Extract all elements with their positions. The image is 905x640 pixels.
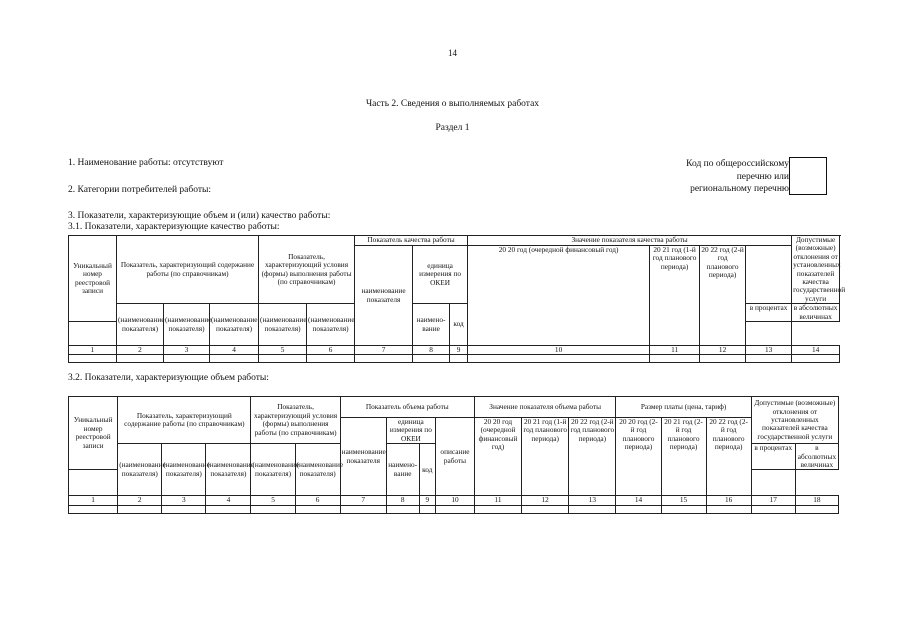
t1-cell[interactable] <box>413 355 450 363</box>
t2-value-header: Значение показателя объема работы <box>474 397 615 418</box>
t1-col-num: 7 <box>355 346 413 355</box>
t2-unit-code: код <box>419 444 435 496</box>
t2-percent: в процентах <box>751 444 795 470</box>
t1-col-num: 6 <box>307 346 355 355</box>
t2-unique-header: Уникальный номер реестровой записи <box>69 397 118 470</box>
t2-col-num: 6 <box>295 496 340 505</box>
t2-col-num: 16 <box>706 496 751 505</box>
t2-col-num: 13 <box>569 496 616 505</box>
code-box[interactable] <box>789 157 827 195</box>
t1-value-header: Значение показателя качества работы <box>468 236 792 246</box>
t1-percent: в процентах <box>746 304 792 322</box>
t1-col-num: 1 <box>69 346 117 355</box>
t1-unique-header: Уникальный номер реестровой записи <box>69 236 117 322</box>
t1-col-num: 8 <box>413 346 450 355</box>
t2-cell[interactable] <box>474 505 521 513</box>
t2-absolute: в абсолютных величинах <box>795 444 838 470</box>
t2-col-num: 11 <box>474 496 521 505</box>
t1-col-num: 3 <box>164 346 210 355</box>
t1-cell[interactable] <box>164 355 210 363</box>
t2-unit-name: наимено-вание <box>386 444 419 496</box>
t2-col-num: 1 <box>69 496 118 505</box>
t1-empty-row <box>69 355 840 363</box>
t2-cell[interactable] <box>751 505 795 513</box>
code-label-1: Код по общероссийскому <box>686 159 789 169</box>
t1-unit-code: код <box>450 304 468 346</box>
page-number: 14 <box>448 48 457 58</box>
t1-sub-3: (наименование показателя) <box>210 304 259 346</box>
t1-col-num: 4 <box>210 346 259 355</box>
t2-cell[interactable] <box>162 505 206 513</box>
t2-description: описание работы <box>435 418 474 496</box>
t1-cell[interactable] <box>450 355 468 363</box>
t1-cell[interactable] <box>117 355 164 363</box>
t1-col-num: 2 <box>117 346 164 355</box>
t2-year1: 20 20 год (очередной финансовый год) <box>474 418 521 496</box>
t2-col-num: 15 <box>661 496 706 505</box>
code-label-2: перечню или <box>736 171 789 182</box>
t1-unit-header: единица измерения по ОКЕИ <box>413 246 468 304</box>
t1-sub-2: (наименование показателя) <box>164 304 210 346</box>
t2-col-num: 10 <box>435 496 474 505</box>
t1-cell[interactable] <box>69 355 117 363</box>
t2-cell[interactable] <box>419 505 435 513</box>
t1-cell[interactable] <box>700 355 746 363</box>
t2-cell[interactable] <box>706 505 751 513</box>
t2-volume-header: Показатель объема работы <box>340 397 474 418</box>
t2-cell[interactable] <box>522 505 569 513</box>
t2-year3: 20 22 год (2-й год планового периода) <box>569 418 616 496</box>
t1-content-header: Показатель, характеризующий содержание работы (по справочникам) <box>117 236 259 304</box>
t1-conditions-header: Показатель, характеризующий условия (формы) выполнения работы (по справочникам) <box>259 236 355 304</box>
t2-number-row <box>69 496 839 505</box>
t1-absolute: в абсолютных величинах <box>792 304 840 322</box>
t2-sub-3: (наименование показателя) <box>206 444 251 496</box>
t1-indicator-name: наименование показателя <box>355 246 413 346</box>
t2-cell[interactable] <box>118 505 162 513</box>
t2-fee-year2: 20 21 год (2-й год планового периода) <box>661 418 706 496</box>
work-name-line: 1. Наименование работы: отсутствуют <box>68 158 224 168</box>
t1-col-num: 10 <box>468 346 650 355</box>
t1-year2: 20 21 год (1-й год планового периода) <box>650 246 700 346</box>
t2-fee-header: Размер платы (цена, тариф) <box>616 397 751 418</box>
t2-cell[interactable] <box>295 505 340 513</box>
t2-col-num: 2 <box>118 496 162 505</box>
t1-cell[interactable] <box>259 355 307 363</box>
t1-cell[interactable] <box>650 355 700 363</box>
t1-year3: 20 22 год (2-й год планового периода) <box>700 246 746 346</box>
t1-cell[interactable] <box>355 355 413 363</box>
part-title: Часть 2. Сведения о выполняемых работах <box>365 99 540 109</box>
t2-cell[interactable] <box>795 505 838 513</box>
t1-col-num: 5 <box>259 346 307 355</box>
indicators-line: 3. Показатели, характеризующие объем и (или) качество работы: <box>68 211 331 221</box>
t2-col-num: 14 <box>616 496 661 505</box>
t2-year2: 20 21 год (1-й год планового периода) <box>522 418 569 496</box>
consumers-line: 2. Категории потребителей работы: <box>68 185 211 195</box>
t2-content-header: Показатель, характеризующий содержание работы (по справочникам) <box>118 397 251 444</box>
t2-conditions-header: Показатель, характеризующий условия (формы) выполнения работы (по справочникам) <box>251 397 340 444</box>
volume-indicators-line: 3.2. Показатели, характеризующие объем работы: <box>68 373 269 383</box>
t2-col-num: 17 <box>751 496 795 505</box>
t2-unit-header: единица измерения по ОКЕИ <box>386 418 435 444</box>
t1-number-row <box>69 346 840 355</box>
t2-cell[interactable] <box>206 505 251 513</box>
t2-cell[interactable] <box>569 505 616 513</box>
quality-indicators-line: 3.1. Показатели, характеризующие качество работы: <box>68 222 280 232</box>
t2-sub-2: (наименование показателя) <box>162 444 206 496</box>
t2-col-num: 12 <box>522 496 569 505</box>
t2-cell[interactable] <box>435 505 474 513</box>
t1-sub-4: (наименование показателя) <box>259 304 307 346</box>
t2-sub-1: (наименование показателя) <box>118 444 162 496</box>
code-label-3: региональному перечню <box>690 184 789 194</box>
t2-indicator-name: наименование показателя <box>340 418 386 496</box>
t1-cell[interactable] <box>210 355 259 363</box>
t2-sub-4: (наименование показателя) <box>251 444 295 496</box>
t1-col-num: 14 <box>792 346 840 355</box>
t2-cell[interactable] <box>661 505 706 513</box>
t1-cell[interactable] <box>746 355 792 363</box>
t2-fee-year1: 20 20 год (2-й год планового периода) <box>616 418 661 496</box>
t2-col-num: 8 <box>386 496 419 505</box>
t1-cell[interactable] <box>468 355 650 363</box>
t2-cell[interactable] <box>340 505 386 513</box>
t1-unit-name: наимено-вание <box>413 304 450 346</box>
t2-deviation-header: Допустимые (возможные) отклонения от установленных показателей качества государственной услуги <box>751 397 838 444</box>
t1-sub-1: (наименование показателя) <box>117 304 164 346</box>
t2-fee-year3: 20 22 год (2-й год планового периода) <box>706 418 751 496</box>
t1-cell[interactable] <box>792 355 840 363</box>
t2-col-num: 5 <box>251 496 295 505</box>
t2-cell[interactable] <box>386 505 419 513</box>
t1-col-num: 13 <box>746 346 792 355</box>
t2-col-num: 7 <box>340 496 386 505</box>
t1-deviation-header: Допустимые (возможные) отклонения от установленных показателей качества государственной услуги <box>793 235 846 303</box>
t1-year1: 20 20 год (очередной финансовый год) <box>468 246 650 346</box>
t2-col-num: 18 <box>795 496 838 505</box>
t1-col-num: 11 <box>650 346 700 355</box>
t2-col-num: 4 <box>206 496 251 505</box>
t2-col-num: 9 <box>419 496 435 505</box>
t2-cell[interactable] <box>616 505 661 513</box>
volume-table <box>68 396 839 514</box>
t1-quality-header: Показатель качества работы <box>355 236 468 246</box>
t2-col-num: 3 <box>162 496 206 505</box>
t1-cell[interactable] <box>307 355 355 363</box>
t2-sub-5: (наименование показателя) <box>295 444 340 496</box>
section-title: Раздел 1 <box>435 123 470 133</box>
t1-sub-5: (наименование показателя) <box>307 304 355 346</box>
t2-cell[interactable] <box>69 505 118 513</box>
quality-table <box>68 235 846 363</box>
t1-col-num: 9 <box>450 346 468 355</box>
t2-cell[interactable] <box>251 505 295 513</box>
t1-col-num: 12 <box>700 346 746 355</box>
t2-empty-row <box>69 505 839 513</box>
code-label <box>686 158 789 196</box>
